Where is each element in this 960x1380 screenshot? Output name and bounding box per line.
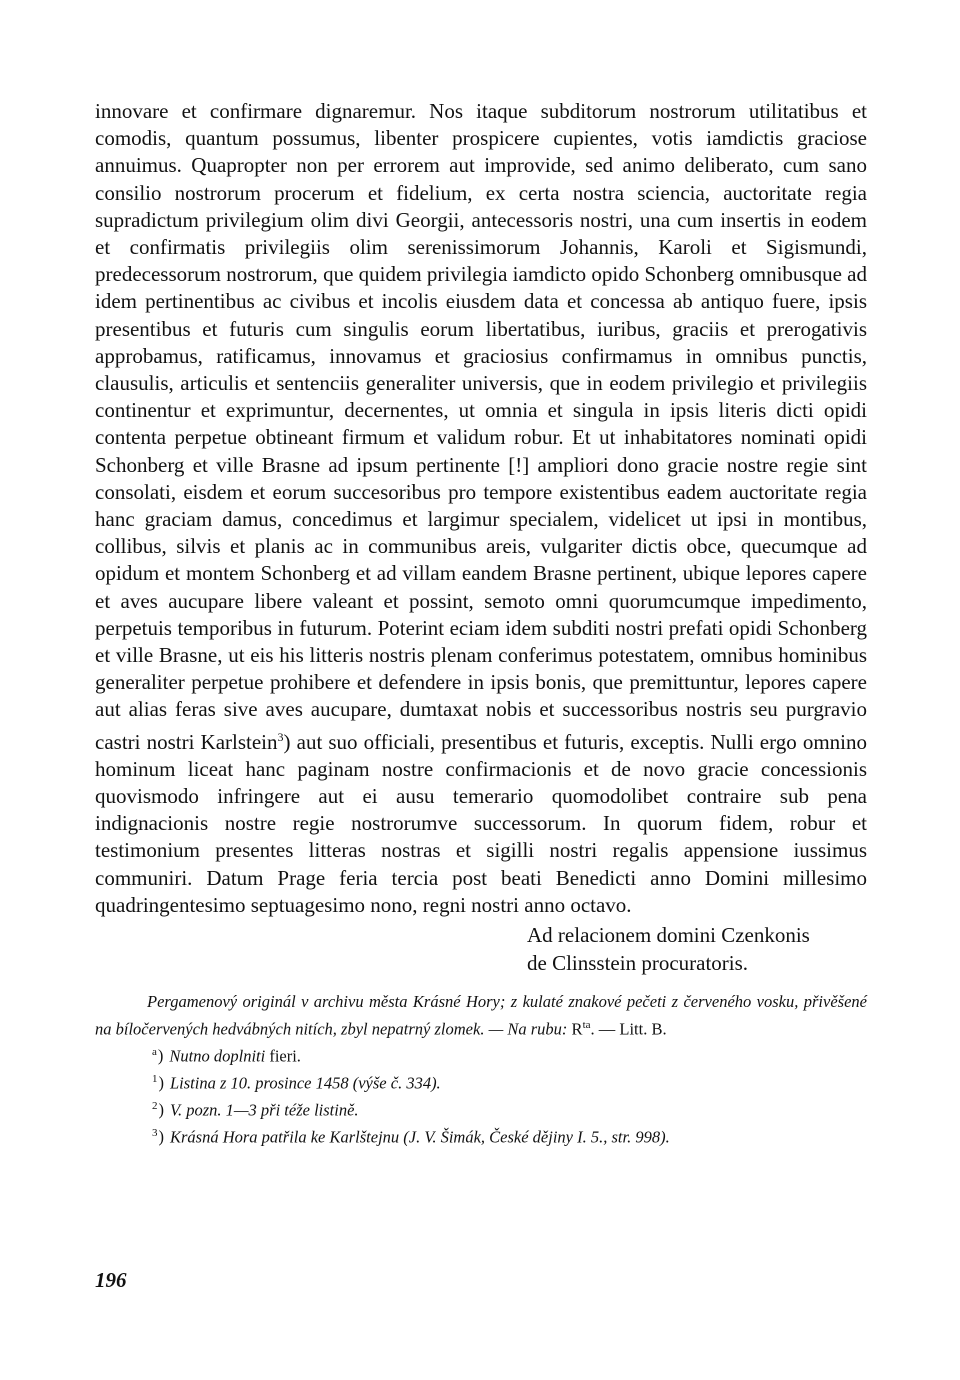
footnote-paren: ) [157, 1046, 164, 1066]
charter-text-main: innovare et confirmare dignaremur. Nos itaque subditorum nostrorum utilitatibus et comodis, quantum possumus, libenter prospicere cupientes, votis iamdictis graciose annuimus. Quapropter non per errorem aut improvide, sed animo deliberato, cum sano consilio nostrorum procerum et fidelium, ex certa nostra sciencia, auctoritate regia supradictum privilegium olim divi Georgii, antecessoris nostri, una cum insertis in eodem et confirmatis privilegiis olim serenissimorum Johannis, Karoli et Sigismundi, predecessorum nostrorum, que quidem privilegia iamdicto opido Schonberg omnibusque ad idem pertinentibus ac civibus et incolis eiusdem data et concessa ab antiquo fuere, ipsis presentibus et futuris cum singulis eorum libertatibus, iuribus, graciis et prerogativis approbamus, ratificamus, innovamus et graciosius confirmamus in omnibus punctis, clausulis, articulis et sentenciis generaliter universis, que in eodem privilegio et privilegiis continentur et exprimuntur, decernentes, ut omnia et singula in ipsis literis dicti opidi contenta perpetue obtineant firmum et validum robur. Et ut inhabitatores nominati opidi Schonberg et ville Brasne ad ipsum pertinente [!] ampliori dono gracie nostre regie sint consolati, eisdem et eorum succesoribus pro tempore existentibus eadem auctoritate regia hanc graciam damus, concedimus et largimur specialem, videlicet ut ipsi in montibus, collibus, silvis et planis ac in communibus areis, vulgariter dictis obce, quecumque ad opidum et montem Schonberg et ad villam eandem Brasne pertinent, ubique lepores capere et aves aucupare libere valeant et possint, semoto omni quorumcumque impedimento, perpetuis temporibus in futurum. Poterint eciam idem subditi nostri prefati opidi Schonberg et ville Brasne, ut eis his litteris nostris plenam conferimus potestatem, omnibus hominibus generaliter perpetue prohibere et defendere in ipsis bonis, que premittuntur, lepores capere aut alias feras sive aves aucupare, dumtaxat nobis et successoribus nostris seu purgravio castri nostri Karlstein [95, 99, 867, 754]
dorsal-mark-tail: . — Litt. B. [590, 1019, 667, 1039]
document-page [95, 98, 867, 1149]
footnote-mark: 1 [152, 1072, 158, 1085]
charter-text [95, 98, 867, 919]
chancery-note-line-2: de Clinsstein procuratoris. [527, 951, 749, 976]
chancery-note-line-1: Ad relacionem domini Czenkonis [527, 923, 810, 948]
footnote-reference-3: 3 [277, 729, 284, 744]
footnote-paren: ) [158, 1073, 164, 1093]
footnote-3 [152, 1122, 867, 1149]
dorsal-mark: R [571, 1019, 583, 1039]
footnote-text: Krásná Hora patřila ke Karlštejnu (J. V. Šimák, České dějiny I. 5., str. 998). [170, 1127, 670, 1147]
editorial-notes [95, 991, 867, 1149]
footnote-text: V. pozn. 1—3 při téže listině. [170, 1100, 359, 1120]
footnote-1 [152, 1068, 867, 1095]
footnote-text: Nutno doplniti [169, 1046, 266, 1066]
footnote-mark: 3 [152, 1126, 158, 1139]
footnote-paren: ) [158, 1100, 164, 1120]
footnote-text: Listina z 10. prosince 1458 (výše č. 334). [170, 1073, 441, 1093]
dorsal-mark-superscript: ta [582, 1018, 591, 1031]
footnote-paren: ) [158, 1127, 164, 1147]
footnote-upright-text: fieri. [265, 1046, 301, 1066]
footnote-a [152, 1041, 867, 1068]
footnote-mark: a [152, 1045, 157, 1058]
footnote-mark: 2 [152, 1099, 158, 1112]
charter-text-continuation: ) aut suo officiali, presentibus et futuris, exceptis. Nulli ergo omnino hominum liceat hanc paginam nostre confirmacionis et de novo gracie concessionis quovismodo infringere aut ei ausu temerario quomodolibet contraire sub pena indignacionis nostre regie nostrorumve successorum. In quorum fidem, robur et testimonium presentes litteras nostras et sigilli nostri regalis appensione iussimus communiri. Datum Prage feria tercia post beati Benedicti anno Domini millesimo quadringentesimo septuagesimo nono, regni nostri anno octavo. [95, 729, 867, 917]
footnote-list [95, 1041, 867, 1149]
source-description [95, 991, 867, 1041]
chancery-note [527, 921, 867, 977]
footnote-2 [152, 1095, 867, 1122]
page-number: 196 [95, 1268, 127, 1292]
source-description-text: Pergamenový originál v archivu města Krásné Hory; z kulaté znakové pečeti z červeného vosku, přivěšené na bíločervených hedvábných nitích, zbyl nepatrný zlomek. — Na rubu: [95, 992, 867, 1039]
